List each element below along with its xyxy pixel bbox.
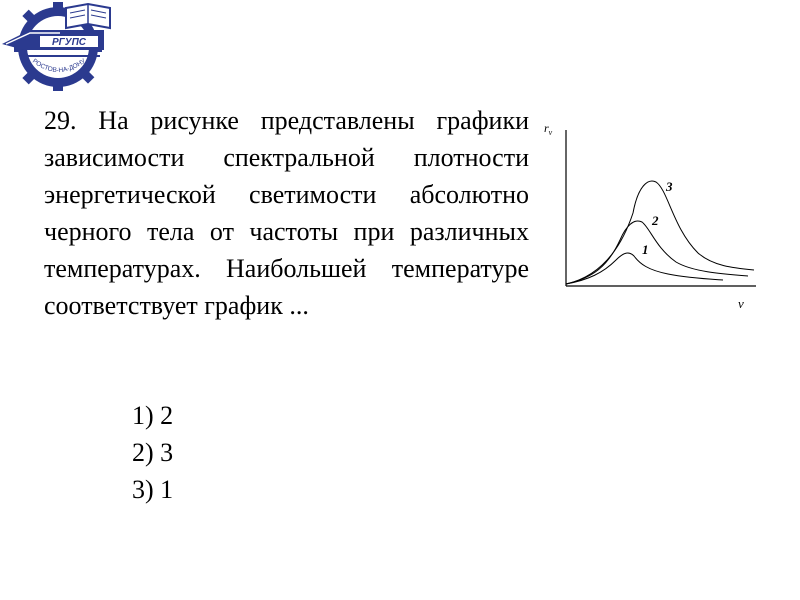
curve-2 bbox=[566, 221, 748, 284]
answer-option-3[interactable]: 3) 1 bbox=[132, 475, 174, 504]
curve-label-1: 1 bbox=[642, 242, 649, 257]
curve-1 bbox=[566, 253, 723, 284]
answer-list bbox=[132, 397, 173, 508]
question-text: 29. На рисунке представлены графики зависимости спектральной плотности энергетической светимости абсолютно черного тела от частоты при различных температурах. Наибольшей температуре соответствует график ... bbox=[44, 106, 529, 320]
y-axis-label: $r_\nu$ bbox=[544, 121, 553, 137]
answer-option-1[interactable]: 1) 2 bbox=[132, 401, 174, 430]
curve-3 bbox=[566, 181, 754, 284]
x-axis-label: ν bbox=[738, 296, 744, 311]
curve-label-2: 2 bbox=[652, 213, 659, 228]
logo-acronym: РГУПС bbox=[52, 37, 86, 48]
spectral-density-graph bbox=[538, 118, 762, 318]
logo-city: РОСТОВ-НА-ДОНУ bbox=[30, 57, 87, 75]
university-logo bbox=[0, 0, 116, 92]
curve-label-3: 3 bbox=[666, 179, 673, 194]
answer-option-2[interactable]: 2) 3 bbox=[132, 438, 174, 467]
